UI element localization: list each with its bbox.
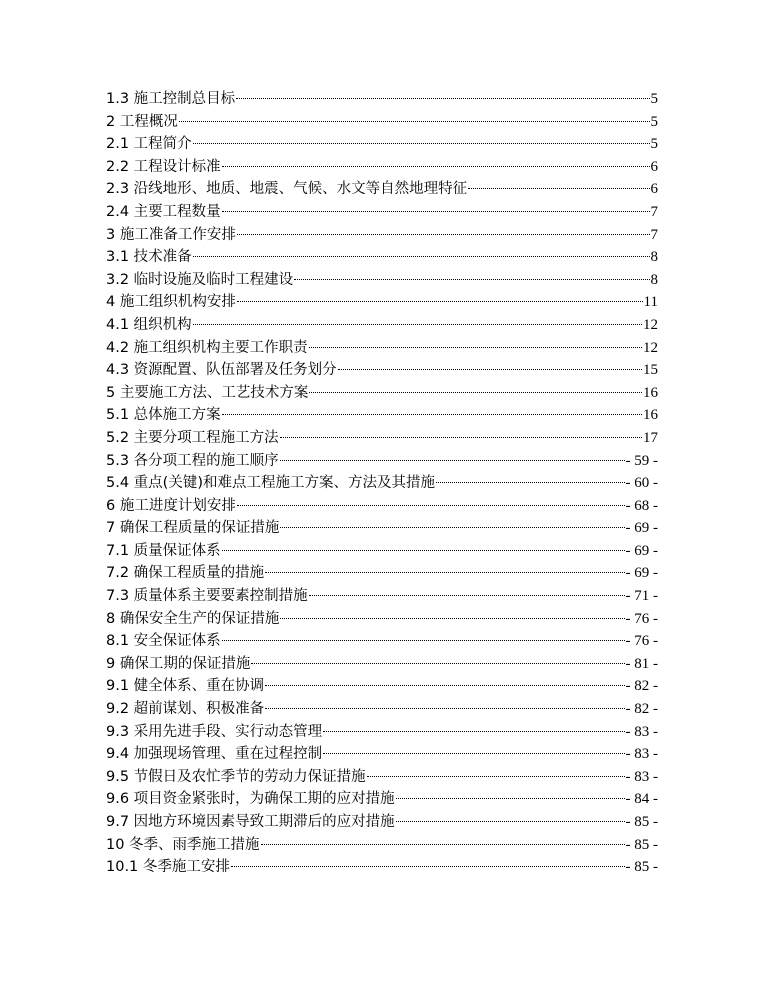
dot-leader [265, 684, 624, 686]
toc-entry-page-number: - 84 - [625, 791, 658, 808]
toc-entry-title: 3 施工准备工作安排 [106, 226, 236, 243]
toc-entry-title: 10.1 冬季施工安排 [106, 859, 230, 876]
toc-entry[interactable] [106, 675, 658, 698]
toc-entry[interactable] [106, 201, 658, 224]
dot-leader [309, 346, 642, 348]
toc-entry-page-number: - 76 - [625, 610, 658, 627]
dot-leader [265, 571, 624, 573]
toc-entry[interactable] [106, 133, 658, 156]
toc-entry[interactable] [106, 404, 658, 427]
toc-entry[interactable] [106, 178, 658, 201]
dot-leader [222, 549, 625, 551]
toc-entry[interactable] [106, 382, 658, 405]
toc-entry-title: 9.6 项目资金紧张时，为确保工期的应对措施 [106, 791, 395, 808]
dot-leader [222, 413, 642, 415]
toc-entry[interactable] [106, 359, 658, 382]
toc-entry-title: 4 施工组织机构安排 [106, 294, 236, 311]
toc-entry[interactable] [106, 472, 658, 495]
toc-entry-title: 9.5 节假日及农忙季节的劳动力保证措施 [106, 768, 366, 785]
toc-entry-title: 3.1 技术准备 [106, 249, 192, 266]
toc-entry-title: 7 确保工程质量的保证措施 [106, 520, 280, 537]
toc-entry-page-number: - 83 - [625, 723, 658, 740]
dot-leader [338, 368, 642, 370]
toc-entry[interactable] [106, 156, 658, 179]
toc-entry[interactable] [106, 540, 658, 563]
toc-entry-page-number: 8 [650, 249, 658, 266]
toc-entry-title: 2.2 工程设计标准 [106, 158, 221, 175]
toc-entry-page-number: - 69 - [625, 520, 658, 537]
table-of-contents [106, 88, 658, 879]
dot-leader [222, 210, 650, 212]
toc-entry[interactable] [106, 811, 658, 834]
dot-leader [193, 323, 642, 325]
toc-entry-title: 7.3 质量体系主要要素控制措施 [106, 588, 308, 605]
toc-entry-title: 2.3 沿线地形、地质、地震、气候、水文等自然地理特征 [106, 181, 468, 198]
toc-entry-page-number: 16 [643, 384, 658, 401]
toc-entry-page-number: 12 [643, 316, 658, 333]
toc-entry-page-number: - 69 - [625, 542, 658, 559]
dot-leader [251, 662, 624, 664]
toc-entry-title: 7.2 确保工程质量的措施 [106, 565, 265, 582]
toc-entry-page-number: - 81 - [625, 655, 658, 672]
toc-entry-page-number: - 71 - [625, 588, 658, 605]
toc-entry-page-number: - 85 - [625, 814, 658, 830]
toc-entry[interactable] [106, 495, 658, 518]
toc-entry-title: 5.2 主要分项工程施工方法 [106, 429, 279, 446]
toc-entry-title: 5.3 各分项工程的施工顺序 [106, 452, 279, 469]
toc-entry-title: 9.3 采用先进手段、实行动态管理 [106, 723, 323, 740]
toc-entry-page-number: 12 [643, 339, 658, 356]
dot-leader [261, 843, 625, 845]
dot-leader [396, 820, 625, 822]
toc-entry[interactable] [106, 562, 658, 585]
dot-leader [323, 730, 624, 732]
toc-entry-title: 5 主要施工方法、工艺技术方案 [106, 384, 309, 401]
dot-leader [468, 187, 649, 189]
toc-entry[interactable] [106, 788, 658, 811]
dot-leader [280, 436, 642, 438]
toc-entry-title: 4.1 组织机构 [106, 316, 192, 333]
toc-entry[interactable] [106, 630, 658, 653]
toc-entry[interactable] [106, 337, 658, 360]
dot-leader [237, 504, 625, 506]
toc-entry-title: 10 冬季、雨季施工措施 [106, 836, 260, 853]
toc-entry[interactable] [106, 608, 658, 631]
toc-entry-page-number: 16 [643, 407, 658, 424]
toc-entry-title: 6 施工进度计划安排 [106, 497, 236, 514]
toc-entry[interactable] [106, 585, 658, 608]
dot-leader [280, 617, 624, 619]
dot-leader [280, 459, 625, 461]
toc-entry-page-number: - 82 - [625, 701, 658, 718]
dot-leader [396, 797, 625, 799]
toc-entry-page-number: - 85 - [625, 836, 658, 853]
toc-entry-title: 5.1 总体施工方案 [106, 407, 221, 424]
toc-entry-page-number: - 69 - [625, 565, 658, 582]
toc-entry-page-number: 7 [650, 203, 658, 220]
toc-entry-page-number: - 83 - [625, 768, 658, 785]
toc-entry-page-number: 6 [650, 181, 658, 198]
toc-entry-title: 8 确保安全生产的保证措施 [106, 610, 280, 627]
dot-leader [309, 391, 642, 393]
toc-entry-title: 7.1 质量保证体系 [106, 542, 221, 559]
toc-entry-title: 2.4 主要工程数量 [106, 203, 221, 220]
dot-leader [323, 752, 624, 754]
toc-entry-title: 5.4 重点(关键)和难点工程施工方案、方法及其措施 [106, 475, 435, 492]
dot-leader [237, 300, 643, 302]
toc-entry[interactable] [106, 743, 658, 766]
toc-entry[interactable] [106, 721, 658, 744]
dot-leader [231, 865, 625, 867]
toc-entry-title: 9.4 加强现场管理、重在过程控制 [106, 746, 323, 763]
toc-entry[interactable] [106, 834, 658, 857]
toc-entry-page-number: 15 [643, 362, 658, 379]
toc-entry[interactable] [106, 653, 658, 676]
toc-entry[interactable] [106, 856, 658, 879]
dot-leader [179, 120, 650, 122]
toc-entry-title: 9 确保工期的保证措施 [106, 655, 251, 672]
toc-entry-page-number: - 83 - [625, 746, 658, 763]
toc-entry-title: 9.7 因地方环境因素导致工期滞后的应对措施 [106, 814, 395, 830]
dot-leader [193, 142, 650, 144]
toc-entry[interactable] [106, 88, 658, 111]
dot-leader [280, 526, 624, 528]
toc-entry-page-number: 5 [650, 136, 658, 153]
toc-entry[interactable] [106, 269, 658, 292]
toc-entry-title: 8.1 安全保证体系 [106, 633, 221, 650]
toc-entry-page-number: - 85 - [625, 859, 658, 876]
toc-entry-title: 2.1 工程简介 [106, 136, 192, 153]
toc-entry-title: 4.3 资源配置、队伍部署及任务划分 [106, 362, 337, 379]
toc-entry-page-number: - 60 - [625, 475, 658, 492]
toc-entry-page-number: 8 [650, 271, 658, 288]
toc-entry-page-number: 7 [650, 226, 658, 243]
dot-leader [237, 233, 650, 235]
toc-entry-title: 2 工程概况 [106, 113, 178, 130]
dot-leader [294, 278, 649, 280]
toc-entry-title: 9.2 超前谋划、积极准备 [106, 701, 265, 718]
toc-entry[interactable] [106, 450, 658, 473]
dot-leader [265, 707, 624, 709]
toc-entry-page-number: 6 [650, 158, 658, 175]
toc-entry-page-number: - 76 - [625, 633, 658, 650]
toc-entry-page-number: 5 [650, 91, 658, 107]
dot-leader [236, 97, 649, 99]
dot-leader [367, 775, 625, 777]
toc-entry-page-number: - 59 - [625, 452, 658, 469]
dot-leader [193, 255, 650, 257]
toc-entry-title: 4.2 施工组织机构主要工作职责 [106, 339, 308, 356]
toc-entry[interactable] [106, 314, 658, 337]
dot-leader [222, 165, 650, 167]
toc-entry[interactable] [106, 517, 658, 540]
toc-entry[interactable] [106, 111, 658, 134]
toc-entry-page-number: - 68 - [625, 497, 658, 514]
toc-entry-page-number: 5 [650, 113, 658, 130]
toc-entry-page-number: 17 [643, 429, 658, 446]
toc-entry[interactable] [106, 698, 658, 721]
toc-entry[interactable] [106, 246, 658, 269]
toc-entry-page-number: - 82 - [625, 678, 658, 695]
toc-entry[interactable] [106, 766, 658, 789]
toc-entry-page-number: 11 [643, 294, 658, 311]
toc-entry-title: 1.3 施工控制总目标 [106, 91, 236, 107]
toc-entry-title: 9.1 健全体系、重在协调 [106, 678, 265, 695]
dot-leader [309, 594, 625, 596]
dot-leader [436, 481, 625, 483]
toc-entry[interactable] [106, 224, 658, 247]
toc-entry-title: 3.2 临时设施及临时工程建设 [106, 271, 294, 288]
dot-leader [222, 639, 625, 641]
toc-entry[interactable] [106, 291, 658, 314]
toc-entry[interactable] [106, 427, 658, 450]
